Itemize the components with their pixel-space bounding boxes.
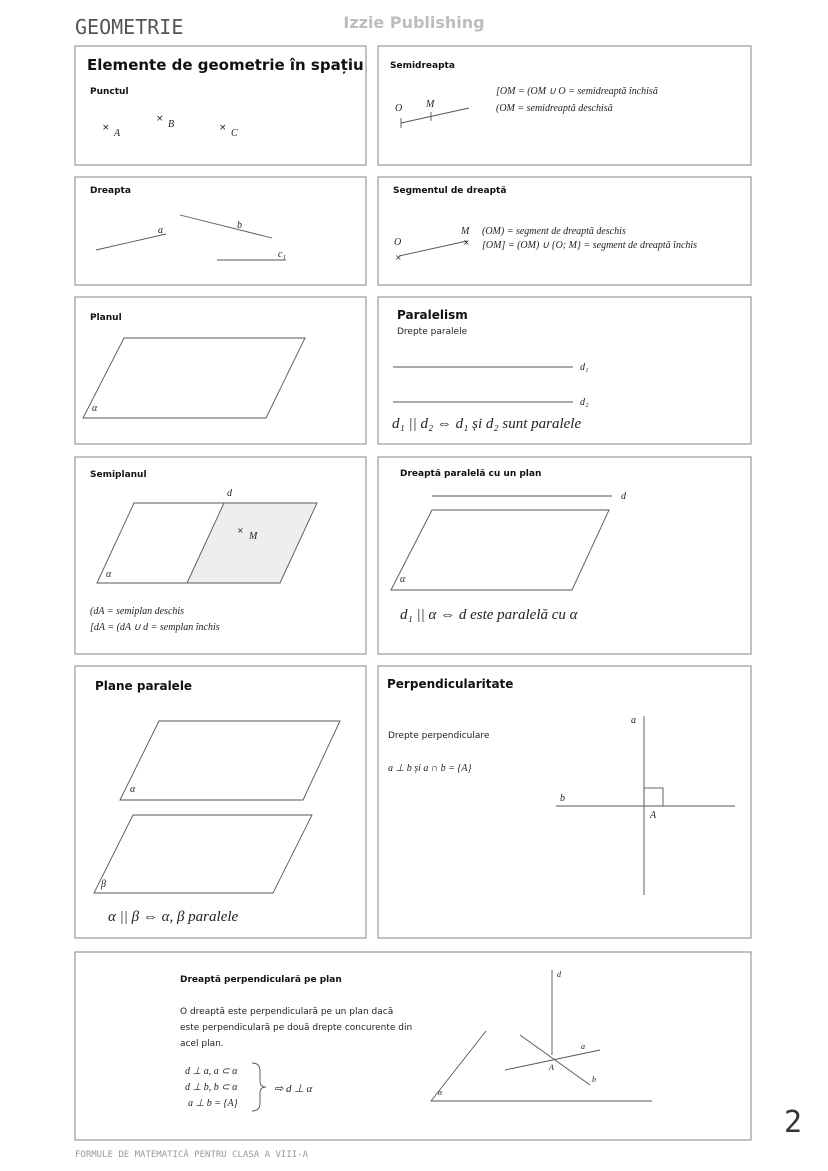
definition-open: (OM = semidreaptă deschisă (496, 103, 613, 114)
point-a: A (114, 128, 121, 139)
box-segment (378, 177, 751, 285)
label-m: M (426, 99, 435, 110)
definition-closed: [OM = (OM ∪ O = semidreaptă închisă (496, 86, 658, 97)
definition-line: O dreaptă este perpendiculară pe un plan dacă (180, 1007, 394, 1017)
label-b: b (560, 793, 565, 804)
box-dreapta (75, 177, 366, 285)
condition: d ⊥ a, a ⊂ α (185, 1066, 238, 1077)
section-title: Planul (90, 313, 122, 323)
label-c1: c₁ (278, 249, 286, 260)
label-d: d (621, 491, 626, 502)
label-d1: d₁ (580, 362, 589, 373)
label-alpha: α (130, 784, 136, 795)
formula: d₁ || d₂ ⇔ d₁ și d₂ sunt paralele (392, 416, 582, 432)
label-b: b (592, 1075, 596, 1084)
section-title: Paralelism (397, 308, 468, 322)
section-subtitle: Drepte paralele (397, 327, 468, 337)
definition-line: este perpendiculară pe două drepte concurente din (180, 1023, 413, 1033)
box-points (75, 46, 366, 165)
label-alpha: α (92, 403, 98, 414)
box-semiplan (75, 457, 366, 654)
label-d2: d₂ (580, 397, 589, 408)
label-a: a (581, 1042, 585, 1051)
page-number: 2 (784, 1105, 803, 1140)
svg-text:×: × (237, 526, 244, 535)
header-title: GEOMETRIE (75, 15, 184, 39)
svg-text:×: × (156, 114, 164, 124)
publisher: Izzie Publishing (343, 13, 485, 32)
subtitle-punctul: Punctul (90, 87, 129, 97)
definition-closed: [OM] = (OM) ∪ {O; M} = segment de dreaptă închis (482, 240, 698, 251)
point-c: C (231, 128, 238, 139)
definition-open: (OM) = segment de dreaptă deschis (482, 226, 626, 237)
label-m: M (461, 226, 470, 237)
section-title: Dreapta (90, 186, 131, 196)
label-m: M (249, 531, 258, 542)
svg-text:×: × (463, 238, 470, 247)
svg-text:×: × (102, 123, 110, 133)
formula: α || β ⇔ α, β paralele (108, 909, 239, 925)
label-a: a (631, 715, 636, 726)
label-b: b (237, 220, 242, 231)
page-title: Elemente de geometrie în spațiu (87, 56, 364, 74)
definition-line: acel plan. (180, 1039, 224, 1049)
footer-text: FORMULE DE MATEMATICĂ PENTRU CLASA A VIII-A (75, 1150, 308, 1160)
label-beta: β (101, 879, 106, 890)
section-title: Segmentul de dreaptă (393, 186, 507, 196)
section-title: Plane paralele (95, 679, 193, 693)
label-point-a: A (650, 810, 657, 821)
label-a: a (158, 225, 163, 236)
section-title: Perpendicularitate (387, 677, 514, 691)
label-d: d (557, 970, 561, 979)
section-title: Dreaptă perpendiculară pe plan (180, 975, 342, 985)
box-plane-paralele (75, 666, 366, 938)
section-subtitle: Drepte perpendiculare (388, 731, 490, 741)
box-paralelism (378, 297, 751, 444)
label-alpha: α (400, 574, 406, 585)
box-dreapta-paralela-plan (378, 457, 751, 654)
svg-text:×: × (219, 123, 227, 133)
label-o: O (394, 237, 402, 248)
point-b: B (168, 119, 175, 130)
label-alpha: α (438, 1088, 443, 1097)
label-point-a: A (549, 1063, 554, 1072)
section-title: Semiplanul (90, 470, 147, 480)
label-o: O (395, 103, 403, 114)
definition-open: (dA = semiplan deschis (90, 606, 185, 617)
formula: a ⊥ b și a ∩ b = {A} (388, 763, 472, 774)
condition: a ⊥ b = {A} (188, 1098, 238, 1109)
box-semidreapta (378, 46, 751, 165)
formula: d₁ || α ⇔ d este paralelă cu α (400, 607, 578, 623)
definition-closed: [dA = (dA ∪ d = semplan închis (90, 622, 220, 633)
box-plan (75, 297, 366, 444)
result: ⇨ d ⊥ α (274, 1083, 313, 1095)
section-title: Dreaptă paralelă cu un plan (400, 469, 542, 479)
box-dreapta-perpendiculara-plan (75, 952, 751, 1140)
condition: d ⊥ b, b ⊂ α (185, 1082, 238, 1093)
label-alpha: α (106, 569, 112, 580)
box-perpendicularitate (378, 666, 751, 938)
label-d: d (227, 488, 232, 499)
svg-text:×: × (395, 253, 402, 262)
section-title: Semidreapta (390, 61, 455, 71)
